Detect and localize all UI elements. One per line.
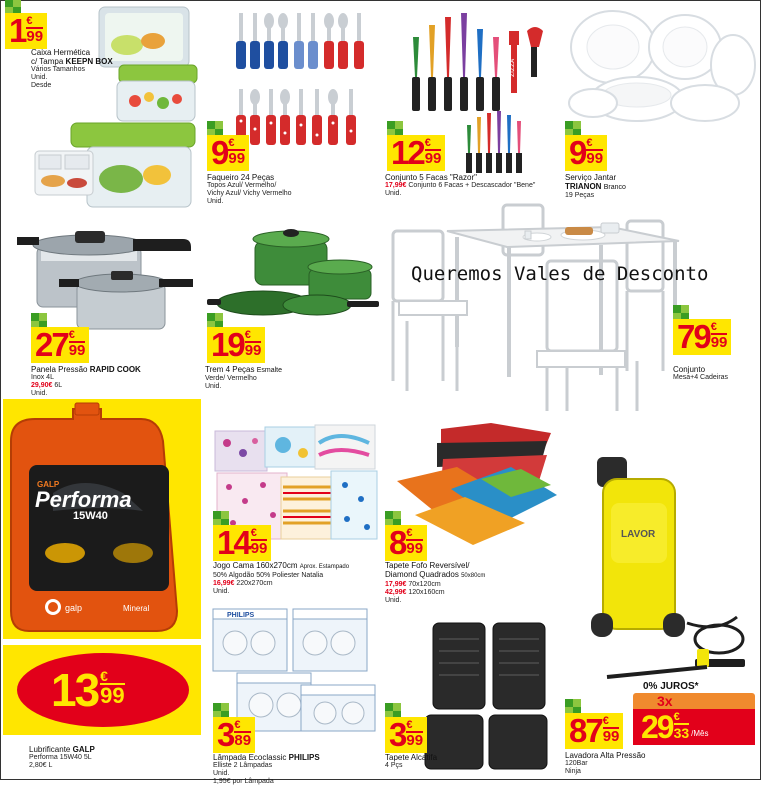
product-detail: 120Bar <box>565 760 588 767</box>
product-description <box>565 751 755 776</box>
product-unit-price: 2,80€ L <box>29 762 53 769</box>
price-integer: 3 <box>389 716 406 753</box>
price-currency: € <box>602 715 609 727</box>
product-detail: 4 Pçs <box>385 762 403 769</box>
product-lubrificante[interactable] <box>3 399 201 779</box>
cookware-set-image <box>205 221 381 319</box>
price-cents: 99 <box>68 342 86 359</box>
product-trem-4-pecas[interactable] <box>201 215 383 399</box>
product-detail: Performa 15W40 5L <box>29 754 92 761</box>
price-cents: 99 <box>406 732 424 749</box>
price-cents: 99 <box>406 540 424 557</box>
product-detail: Topos Azul/ Vermelho/ <box>207 182 277 189</box>
product-detail: Inox 4L <box>31 374 54 381</box>
price-currency: € <box>406 719 413 731</box>
food-containers-image <box>31 5 199 215</box>
product-detail: Verde/ Vermelho <box>205 375 257 382</box>
bottle-sub: Mineral <box>123 604 150 613</box>
product-alt-size-1: 70x120cm <box>408 581 441 588</box>
product-name: Lâmpada Ecoclassic <box>213 753 287 762</box>
product-name: Trem 4 Peças <box>205 365 255 374</box>
price-integer: 8 <box>389 524 406 561</box>
watermark-text: Queremos Vales de Desconto <box>411 263 709 285</box>
product-alt-price-2: 42,99€ <box>385 589 407 596</box>
price-currency: € <box>234 719 241 731</box>
table-chairs-image <box>387 201 683 413</box>
product-finish: Esmalte <box>256 367 283 374</box>
machine-brand: LAVOR <box>621 529 656 540</box>
product-description <box>385 173 561 198</box>
svg-text:ZIZZA: ZIZZA <box>509 58 516 77</box>
price-integer: 1 <box>9 12 26 49</box>
price-currency: € <box>228 137 235 149</box>
bottle-logo: galp <box>65 603 83 613</box>
product-alt-size-2: 120x160cm <box>408 589 445 596</box>
bottle-grade: 15W40 <box>73 510 108 522</box>
price-cents: 99 <box>250 540 268 557</box>
price-integer: 79 <box>677 318 710 355</box>
product-alt-price: 16,99€ <box>213 580 235 587</box>
promo-multiplier: 3x <box>657 693 673 709</box>
motor-oil-bottle-image <box>13 403 191 637</box>
product-conjunto-mesa[interactable] <box>383 199 759 413</box>
big-price <box>51 665 125 715</box>
promo-price-cents: 33 <box>673 725 690 741</box>
price-integer: 9 <box>569 134 586 171</box>
product-description <box>31 48 123 90</box>
price-cents: 99 <box>710 334 728 351</box>
product-unit-price: 1,95€ por Lâmpada <box>213 778 274 785</box>
product-brand: TRIANON <box>565 182 602 191</box>
product-detail: 50% Algodão 50% Poliester Natalia <box>213 572 324 579</box>
product-name: Panela Pressão <box>31 365 88 374</box>
price-currency: € <box>424 137 431 149</box>
price-integer: 13 <box>51 664 99 716</box>
product-description <box>385 753 445 770</box>
price-cents: 99 <box>100 683 125 708</box>
product-brand: RAPID COOK <box>89 365 141 374</box>
product-detail: Vários Tamanhos <box>31 66 85 73</box>
product-unit: Unid. <box>207 198 224 205</box>
package-brand: PHILIPS <box>227 612 255 619</box>
product-unit: Unid. <box>213 770 230 777</box>
product-alt-price: 29,90€ <box>31 382 53 389</box>
product-name: Lavadora Alta Pressão <box>565 751 646 760</box>
product-unit: Unid. <box>385 597 402 604</box>
product-colour: Branco <box>603 184 626 191</box>
product-brand: GALP <box>72 745 95 754</box>
light-bulbs-image <box>209 603 381 733</box>
price-cents: 99 <box>602 728 620 745</box>
promo-price-currency: € <box>673 711 680 723</box>
product-model: Ninja <box>565 768 581 775</box>
price-currency: € <box>710 321 717 333</box>
product-lampada[interactable] <box>201 599 383 785</box>
product-tapete-fofo[interactable] <box>383 413 559 604</box>
price-integer: 9 <box>211 134 228 171</box>
product-name: Conjunto 5 Facas "Razor" <box>385 173 477 182</box>
price-currency: € <box>244 329 251 341</box>
product-name-2: Diamond Quadrados <box>385 570 459 579</box>
product-detail-2: Vichy Azul/ Vichy Vermelho <box>207 190 292 197</box>
product-description <box>213 753 381 786</box>
product-name: Jogo Cama 160x270cm <box>213 561 298 570</box>
price-cents: 99 <box>424 150 442 167</box>
product-name: Tapete Fofo Reversível/ <box>385 561 470 570</box>
installment-promo <box>631 681 757 757</box>
product-unit: Unid. <box>31 390 48 397</box>
product-detail: Elliste 2 Lâmpadas <box>213 762 273 769</box>
pressure-washer-image <box>567 453 755 693</box>
product-panela-pressao[interactable] <box>3 215 201 399</box>
product-name: Tapete Alcatifa <box>385 753 438 762</box>
price-currency: € <box>100 668 108 684</box>
product-tapete-alcatifa[interactable] <box>383 599 559 779</box>
cutlery-set-image <box>229 9 379 149</box>
product-alt-detail: Conjunto 6 Facas + Descascador "Bene" <box>408 182 536 189</box>
product-jogo-cama[interactable] <box>201 413 383 599</box>
price-cents: 99 <box>586 150 604 167</box>
price-integer: 19 <box>211 326 244 363</box>
product-brand: PHILIPS <box>288 753 320 762</box>
price-currency: € <box>68 329 75 341</box>
price-integer: 3 <box>217 716 234 753</box>
product-description <box>29 745 199 770</box>
product-from: Desde <box>31 82 52 89</box>
promo-per-month: /Mês <box>691 729 709 738</box>
product-faqueiro[interactable] <box>201 3 383 215</box>
dinner-set-image <box>565 7 755 127</box>
product-description <box>205 365 381 391</box>
product-description <box>31 365 199 398</box>
promo-title: 0% JUROS* <box>643 681 699 692</box>
price-cents: 99 <box>244 342 262 359</box>
price-currency: € <box>406 527 413 539</box>
product-lavadora[interactable] <box>559 413 759 779</box>
bottle-brand: GALP <box>37 480 60 489</box>
product-unit: Unid. <box>31 74 48 81</box>
car-mats-image <box>423 621 553 771</box>
price-currency: € <box>586 137 593 149</box>
price-cents: 99 <box>228 150 246 167</box>
product-unit: Unid. <box>385 190 402 197</box>
product-unit: Unid. <box>213 588 230 595</box>
product-alt-detail: 6L <box>54 382 63 389</box>
product-description <box>207 173 377 206</box>
product-description <box>673 365 757 382</box>
price-integer: 27 <box>35 326 68 363</box>
product-detail: Mesa+4 Cadeiras <box>673 374 729 381</box>
price-currency: € <box>250 527 257 539</box>
price-integer: 14 <box>217 524 250 561</box>
product-description <box>213 561 383 596</box>
product-name: Lubrificante <box>29 745 71 754</box>
product-servico-jantar[interactable] <box>561 3 759 215</box>
product-unit: Unid. <box>205 383 222 390</box>
product-caixa-hermetica[interactable] <box>3 3 201 215</box>
product-size-note: Aprox. Estampado <box>299 564 350 570</box>
product-detail: 19 Peças <box>565 192 595 199</box>
product-alt-price-1: 17,99€ <box>385 581 407 588</box>
product-facas[interactable] <box>383 3 561 215</box>
product-alt-price: 17,99€ <box>385 182 407 189</box>
product-name: Conjunto <box>673 365 706 374</box>
price-integer: 87 <box>569 712 602 749</box>
product-size: 50x80cm <box>461 573 486 579</box>
product-name: Caixa Hermética <box>31 48 91 57</box>
price-currency: € <box>26 15 33 27</box>
promo-price-integer: 29 <box>641 709 673 745</box>
product-description <box>565 173 755 200</box>
product-name-2: c/ Tampa <box>31 57 64 66</box>
product-name: Serviço Jantar <box>565 173 617 182</box>
product-brand: KEEPN BOX <box>65 57 113 66</box>
price-cents: 89 <box>234 732 252 749</box>
price-cents: 99 <box>26 28 44 45</box>
promo-price <box>641 709 709 745</box>
product-name: Faqueiro 24 Peças <box>207 173 275 182</box>
price-integer: 12 <box>391 134 424 171</box>
bottle-name: Performa <box>35 487 132 512</box>
product-alt-detail: 220x270cm <box>236 580 273 587</box>
